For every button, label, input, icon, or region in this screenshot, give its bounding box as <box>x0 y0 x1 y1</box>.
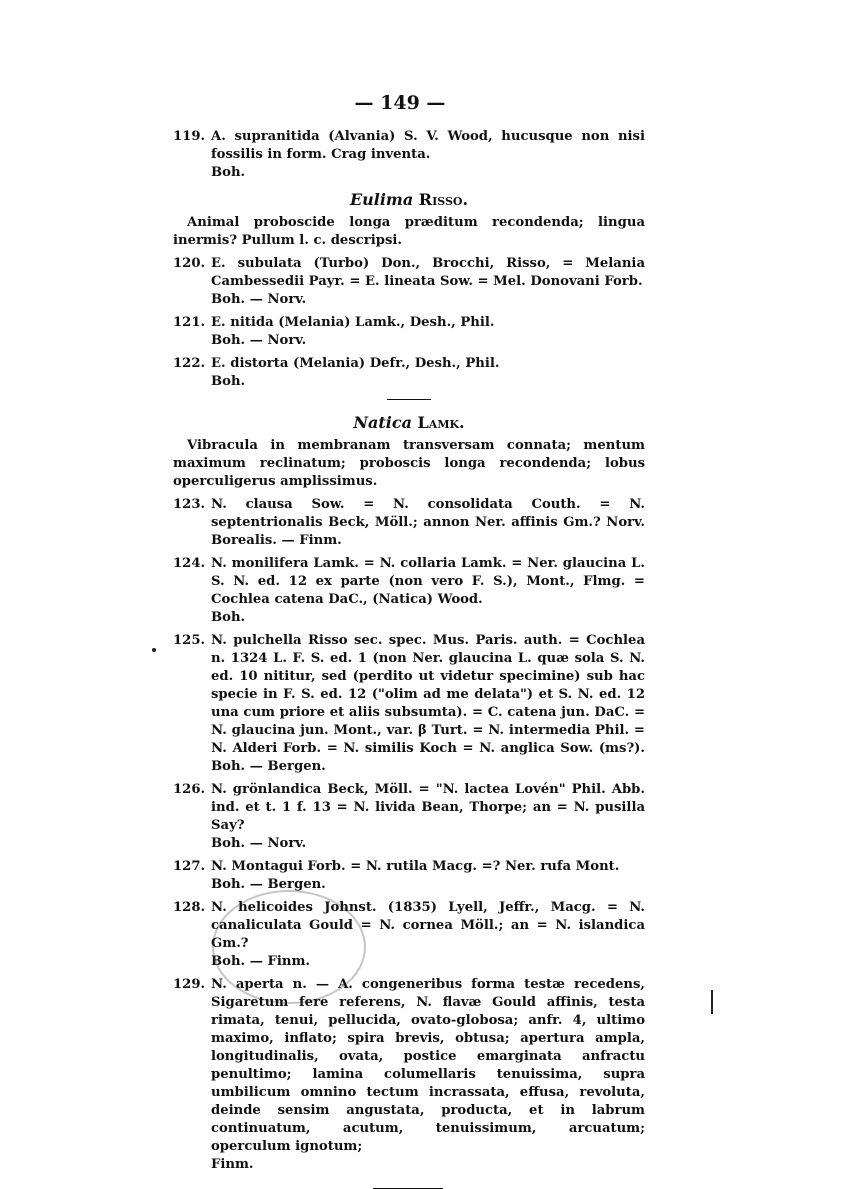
page-number: — 149 — <box>354 92 446 114</box>
entry-text: N. clausa Sow. = N. consolidata Couth. = N. septentrionalis Beck, Möll.; annon Ner. affinis Gm.? Norv. Borealis. — Finm. <box>211 497 645 548</box>
entry-distribution: Boh. <box>211 374 246 389</box>
entry-number: 125. <box>173 633 206 648</box>
entry-number: 122. <box>173 356 206 371</box>
entry-text: N. Montagui Forb. = N. rutila Macg. =? Ner. rufa Mont. <box>211 859 620 874</box>
entry-distribution: Boh. — Norv. <box>211 333 307 348</box>
genus-description <box>173 214 645 250</box>
description-text: Animal proboscide longa præditum recondenda; lingua inermis? Pullum l. c. descripsi. <box>173 215 645 248</box>
entry-number: 127. <box>173 859 206 874</box>
library-stamp <box>212 890 366 1004</box>
entry-text: N. pulchella Risso sec. spec. Mus. Paris. auth. = Cochlea n. 1324 L. F. S. ed. 1 (non Ner. glaucina L. quæ sola S. N. ed. 10 nititur, sed (perdito ut videtur specimine) sub hac specie in F. S. ed. 12 ("olim ad me delata") et S. N. ed. 12 una cum priore et aliis subsumta). = C. catena jun. DaC. = N. glaucina jun. Mont., var. β Turt. = N. intermedia Phil. = N. Alderi Forb. = N. similis Koch = N. anglica Sow. (ms?). Boh. — Bergen. <box>211 633 645 774</box>
entry-distribution: Finm. <box>211 1157 254 1172</box>
text-column <box>173 128 645 1189</box>
entry-text: E. nitida (Melania) Lamk., Desh., Phil. <box>211 315 495 330</box>
entry-distribution: Boh. — Bergen. <box>211 877 326 892</box>
entry-distribution: Boh. — Norv. <box>211 292 307 307</box>
entry-number: 120. <box>173 256 206 271</box>
entry-group-eulima <box>173 255 645 391</box>
entry-number: 124. <box>173 556 206 571</box>
entry-number: 128. <box>173 900 206 915</box>
species-entry <box>173 355 645 391</box>
genus-author: Lamk. <box>417 413 465 432</box>
entry-group-natica <box>173 496 645 1174</box>
entry-text: A. supranitida (Alvania) S. V. Wood, hucusque non nisi fossilis in form. Crag inventa. <box>211 129 645 162</box>
entry-number: 126. <box>173 782 206 797</box>
species-entry <box>173 128 645 182</box>
entry-text: N. helicoides Johnst. (1835) Lyell, Jeffr., Macg. = N. canaliculata Gould = N. cornea Möll.; an = N. islandica Gm.? <box>211 900 645 951</box>
entry-distribution: Boh. — Norv. <box>211 836 307 851</box>
genus-name: Eulima <box>349 190 414 209</box>
entry-distribution: Boh. <box>211 165 246 180</box>
species-entry <box>173 496 645 550</box>
species-entry <box>173 255 645 309</box>
entry-text: N. grönlandica Beck, Möll. = "N. lactea Lovén" Phil. Abb. ind. et t. 1 f. 13 = N. livida Bean, Thorpe; an = N. pusilla Say? <box>211 782 645 833</box>
entry-number: 121. <box>173 315 206 330</box>
species-entry <box>173 555 645 627</box>
entry-text: E. subulata (Turbo) Don., Brocchi, Risso, = Melania Cambessedii Payr. = E. lineata Sow. = Mel. Donovani Forb. <box>211 256 645 289</box>
entry-text: N. aperta n. — A. congeneribus forma testæ recedens, Sigaretum fere referens, N. flavæ Gould affinis, testa rimata, tenui, pellucida, ovato-globosa; anfr. 4, ultimo maximo, inflato; spira brevis, obtusa; apertura ampla, longitudinalis, ovata, postice emarginata anfractu penultimo; lamina columellaris tenuissima, supra umbilicum omnino tectum incrassata, effusa, revoluta, deinde sensim angustata, producta, et in labrum continuatum, acutum, tenuissimum, arcuatum; operculum ignotum; <box>211 977 645 1154</box>
genus-name: Natica <box>353 413 412 432</box>
margin-mark <box>152 648 156 652</box>
species-entry <box>173 976 645 1174</box>
entry-number: 123. <box>173 497 206 512</box>
entry-number: 129. <box>173 977 206 992</box>
genus-heading-natica <box>173 414 645 432</box>
species-entry <box>173 632 645 776</box>
description-text: Vibracula in membranam transversam connata; mentum maximum reclinatum; proboscis longa recondenda; lobus operculigerus amplissimus. <box>173 438 645 489</box>
species-entry <box>173 781 645 853</box>
entry-distribution: Boh. <box>211 610 246 625</box>
genus-heading-eulima <box>173 191 645 209</box>
section-divider <box>387 399 431 400</box>
genus-description <box>173 437 645 491</box>
genus-author: Risso. <box>418 190 469 209</box>
entry-distribution: Boh. — Finm. <box>211 954 310 969</box>
margin-mark <box>711 990 713 1014</box>
species-entry <box>173 314 645 350</box>
entry-text: N. monilifera Lamk. = N. collaria Lamk. = Ner. glaucina L. S. N. ed. 12 ex parte (non vero F. S.), Mont., Flmg. = Cochlea catena DaC., (Natica) Wood. <box>211 556 645 607</box>
entry-number: 119. <box>173 129 206 144</box>
entry-group-alvania <box>173 128 645 182</box>
species-entry <box>173 858 645 894</box>
entry-text: E. distorta (Melania) Defr., Desh., Phil. <box>211 356 500 371</box>
